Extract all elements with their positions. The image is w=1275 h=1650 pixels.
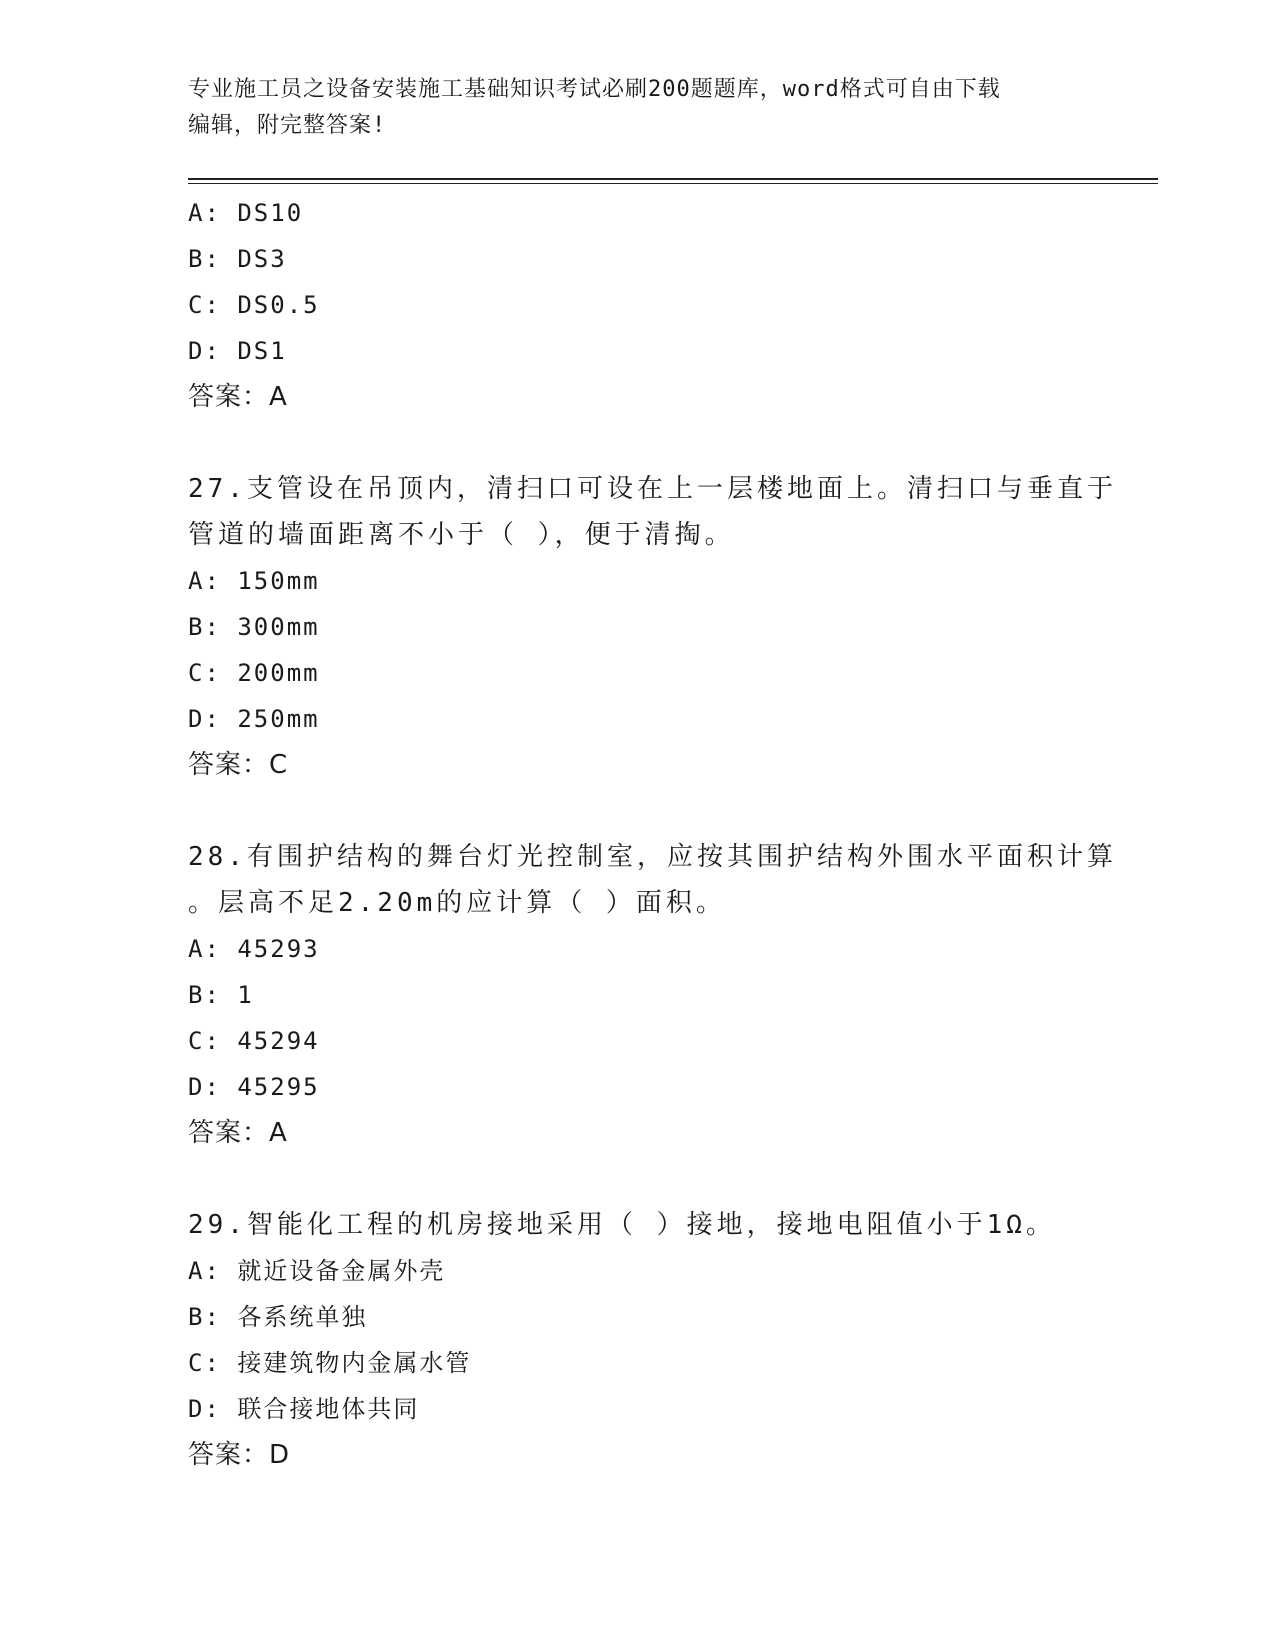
answer-line: 答案：A	[188, 1118, 288, 1148]
option-a: A: 就近设备金属外壳	[188, 1257, 446, 1285]
question-text-line: 28.有围护结构的舞台灯光控制室，应按其围护结构外围水平面积计算	[188, 842, 1117, 872]
question-29	[188, 1202, 1088, 1478]
option-c: C: 45294	[188, 1027, 320, 1055]
option-b: B: 300mm	[188, 613, 320, 641]
option-c: C: 接建筑物内金属水管	[188, 1349, 472, 1377]
question-28	[188, 834, 1117, 1156]
question-text-line: 27.支管设在吊顶内，清扫口可设在上一层楼地面上。清扫口与垂直于	[188, 474, 1117, 504]
option-b: B: 各系统单独	[188, 1303, 368, 1331]
question-text-line: 管道的墙面距离不小于（ ），便于清掏。	[188, 520, 735, 550]
option-b: B: 1	[188, 981, 254, 1009]
option-a: A: 150mm	[188, 567, 320, 595]
answer-line: 答案：D	[188, 1440, 291, 1470]
option-d: D: 250mm	[188, 705, 320, 733]
spacer	[188, 420, 1088, 466]
question-27	[188, 466, 1117, 788]
option-a: A: 45293	[188, 935, 320, 963]
header-rule-thick	[188, 178, 1158, 180]
answer-line: 答案：A	[188, 382, 288, 412]
question-text-line: 。层高不足2.20m的应计算（ ）面积。	[188, 888, 726, 918]
header-line-1: 专业施工员之设备安装施工基础知识考试必刷200题题库，word格式可自由下载	[188, 77, 1001, 102]
answer-line: 答案：C	[188, 750, 289, 780]
option-c: C: DS0.5	[188, 291, 320, 319]
spacer	[188, 788, 1088, 834]
option-d: D: 45295	[188, 1073, 320, 1101]
option-a: A: DS10	[188, 199, 304, 227]
question-list	[188, 190, 1117, 1478]
header-line-2: 编辑，附完整答案!	[188, 113, 387, 138]
option-c: C: 200mm	[188, 659, 320, 687]
question-text-line: 29.智能化工程的机房接地采用（ ）接地，接地电阻值小于1Ω。	[188, 1210, 1056, 1240]
header-rule-thin	[188, 183, 1158, 184]
option-d: D: DS1	[188, 337, 287, 365]
option-b: B: DS3	[188, 245, 287, 273]
spacer	[188, 1156, 1088, 1202]
page-header	[188, 72, 1088, 144]
option-d: D: 联合接地体共同	[188, 1395, 420, 1423]
question-fragment	[188, 190, 1088, 420]
